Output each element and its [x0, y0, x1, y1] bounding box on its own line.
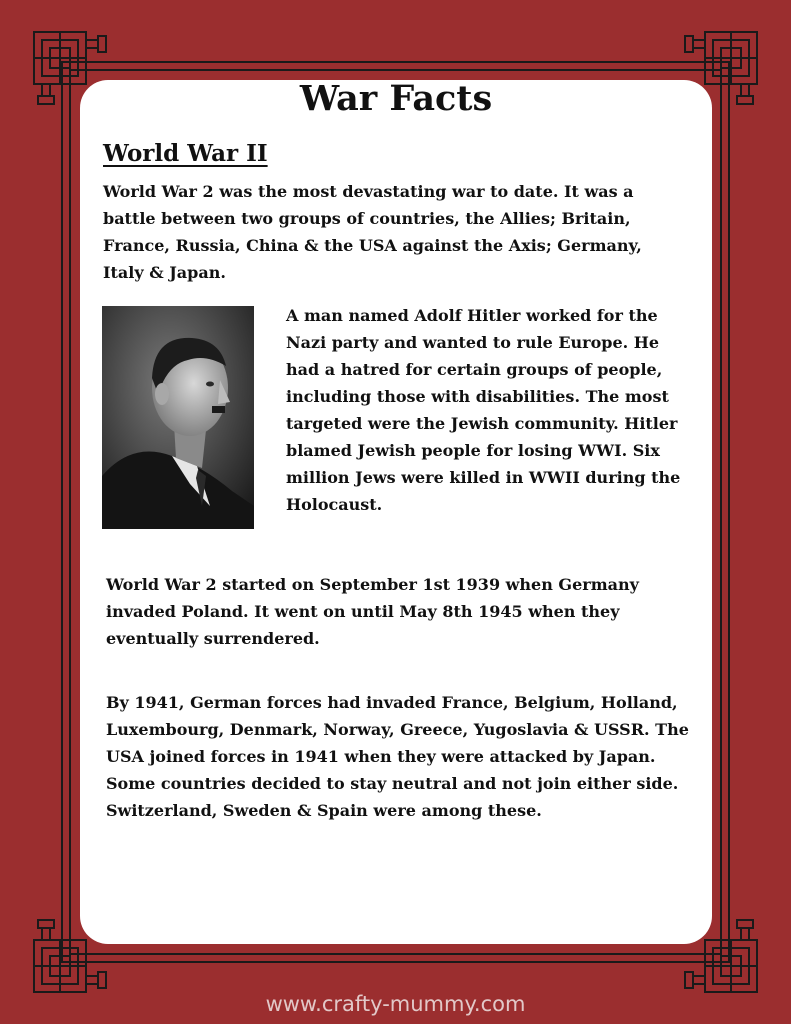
portrait-photo [102, 306, 254, 529]
intro-paragraph: World War 2 was the most devastating war to date. It was a battle between two groups of countries, the Allies; Britain, France, Russia, China & the USA against the Axis; Germany, Italy & Japan. [103, 182, 642, 282]
page-title: War Facts [299, 78, 493, 119]
timeline-paragraph: World War 2 started on September 1st 1939 when Germany invaded Poland. It went on until May 8th 1945 when they eventually surrendered. [106, 575, 639, 648]
invasions-block [106, 689, 696, 824]
neutral-paragraph: Some countries decided to stay neutral and not join either side. Switzerland, Sweden & Spain were among these. [106, 774, 679, 820]
section-heading: World War II [103, 140, 268, 167]
hitler-paragraph: A man named Adolf Hitler worked for the Nazi party and wanted to rule Europe. He had a hatred for certain groups of people, including those with disabilities. The most targeted were the Jewish community. Hitler blamed Jewish people for losing WWI. Six million Jews were killed in WWII during the Holocaust. [286, 306, 681, 514]
footer-url: www.crafty-mummy.com [265, 992, 526, 1016]
invasions-paragraph: By 1941, German forces had invaded France, Belgium, Holland, Luxembourg, Denmark, Norway, Greece, Yugoslavia & USSR. The USA joined forces in 1941 when they were attacked by Japan. [106, 693, 689, 766]
